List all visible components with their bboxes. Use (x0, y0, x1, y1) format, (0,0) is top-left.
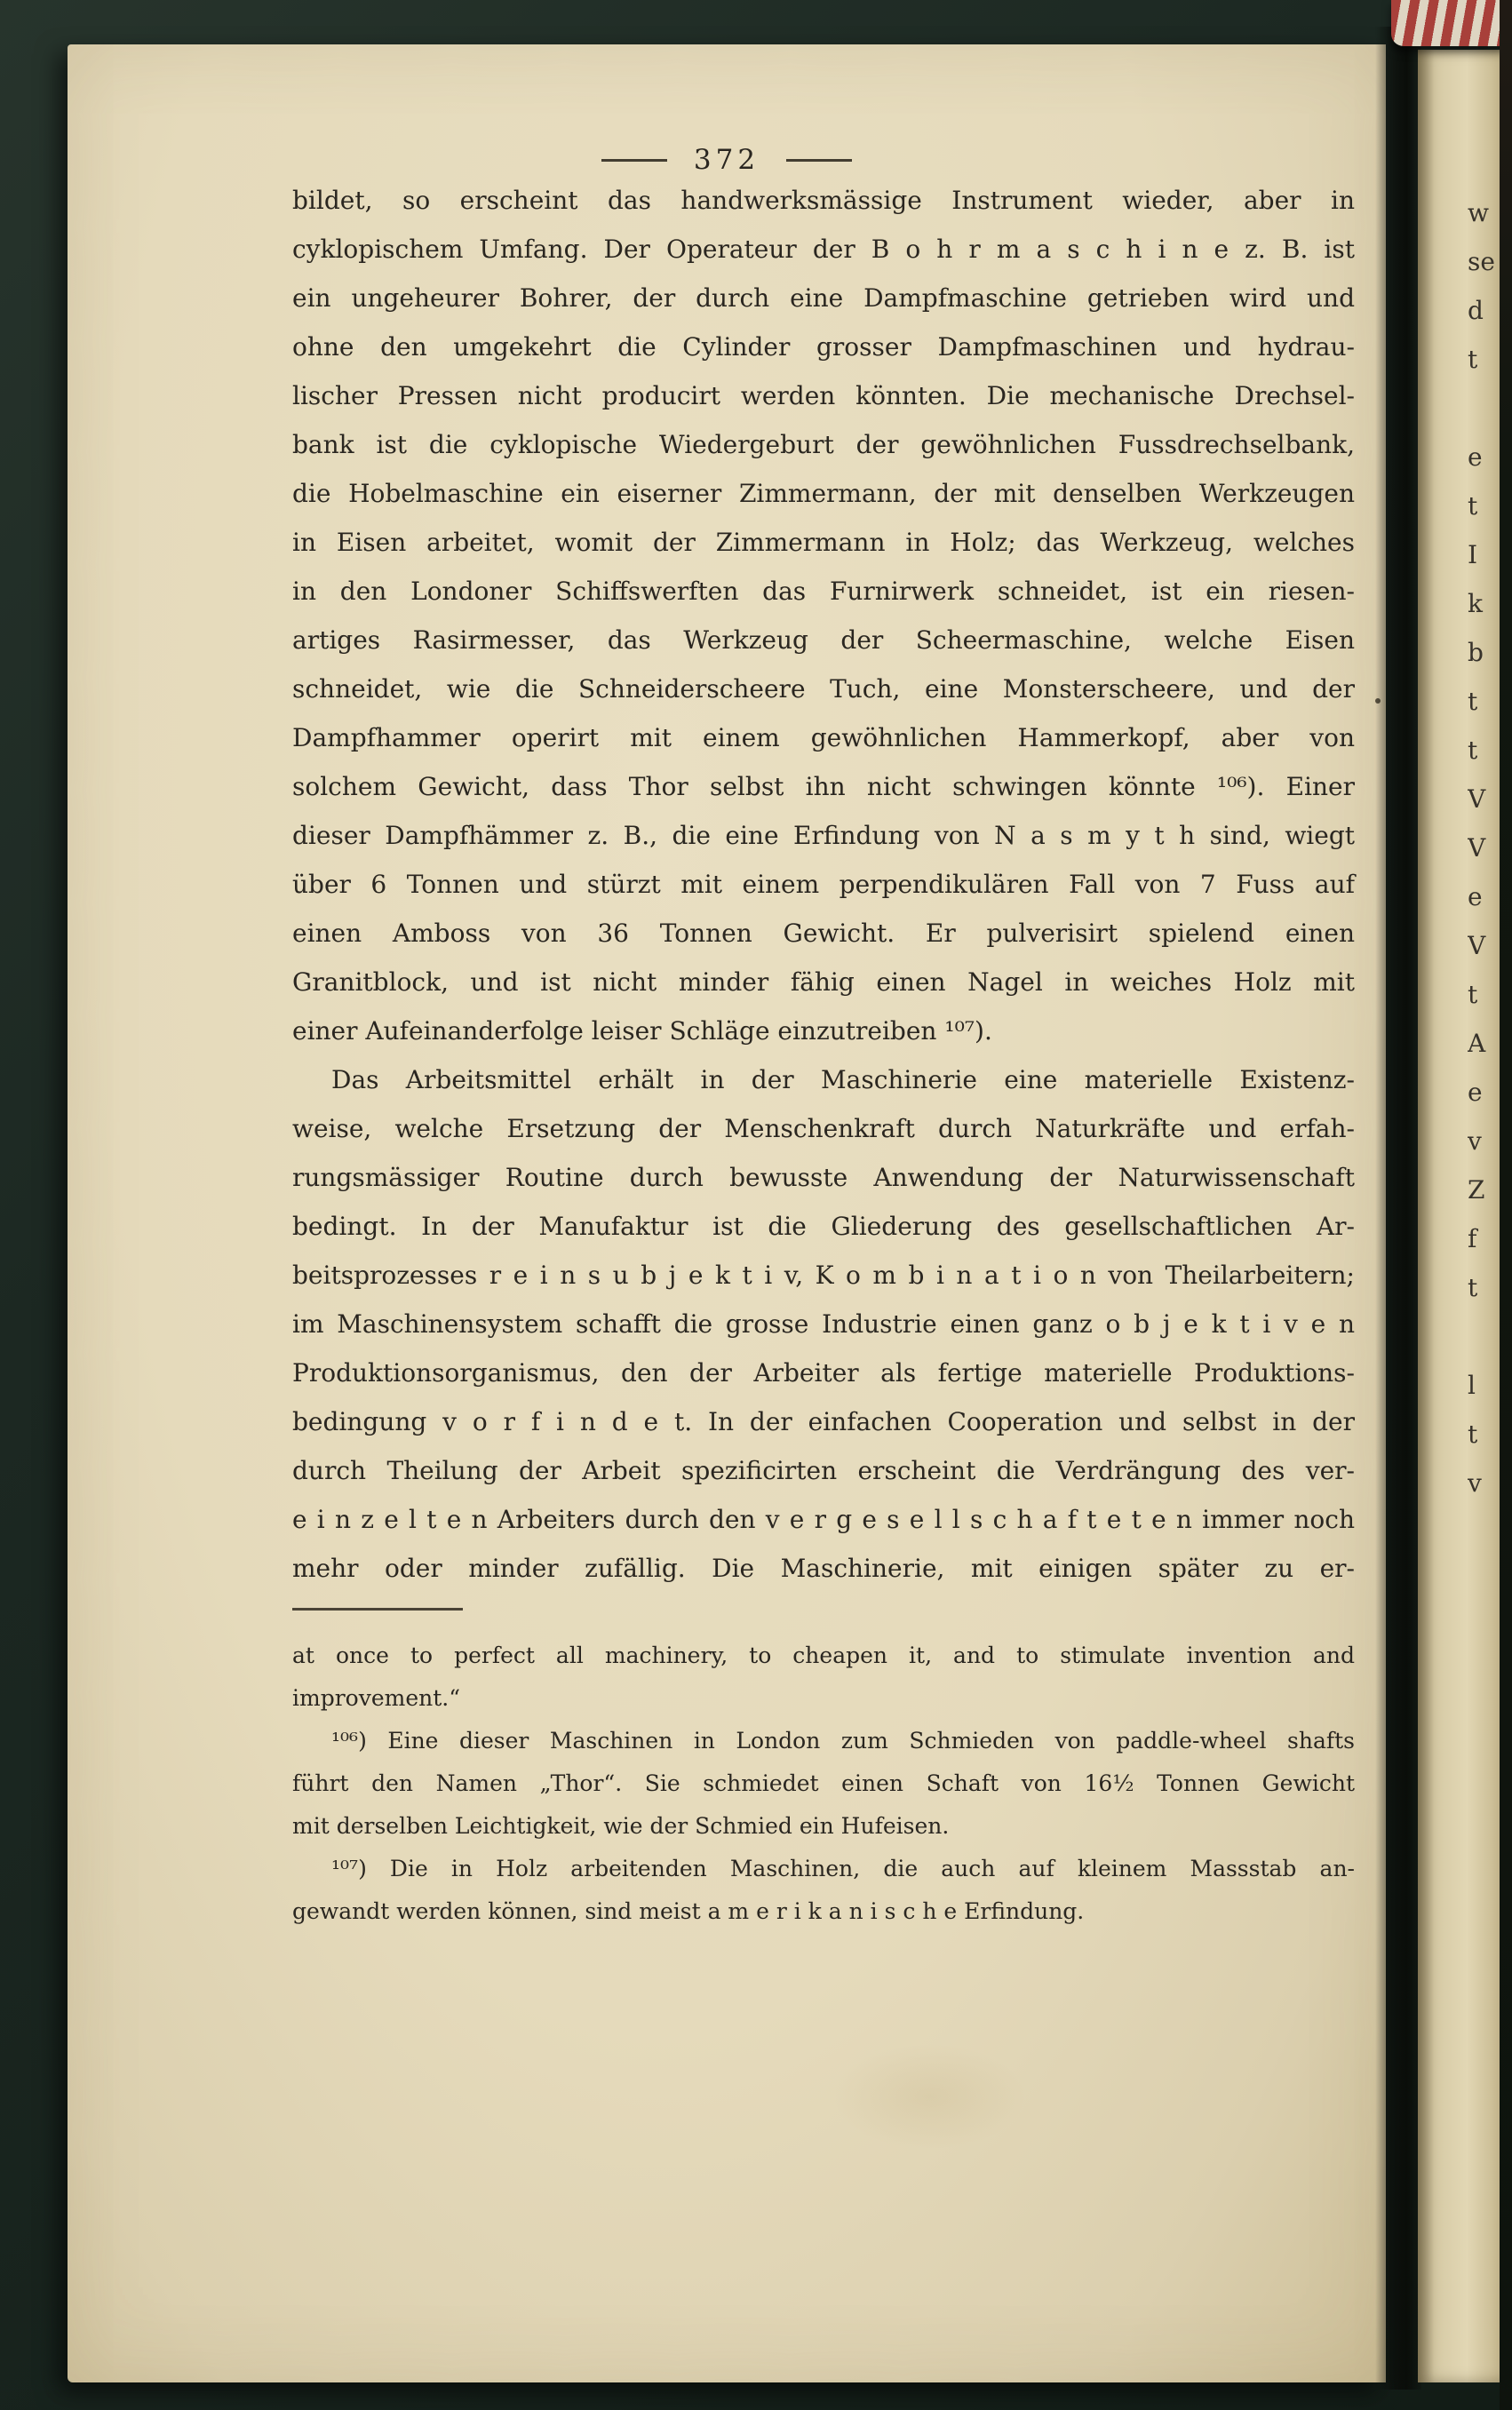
paper-stain (832, 2043, 1027, 2150)
edge-letter-fragment: v (1468, 1126, 1482, 1156)
text-line: im Maschinensystem schafft die grosse Industrie einen ganz o b j e k t i v e n (292, 1309, 1355, 1339)
text-line: führt den Namen „Thor“. Sie schmiedet einen Schaft von 16½ Tonnen Gewicht (292, 1770, 1355, 1796)
book-page (68, 44, 1386, 2382)
text-line: at once to perfect all machinery, to cheapen it, and to stimulate invention and (292, 1642, 1355, 1668)
edge-text-fragments (1468, 188, 1498, 1605)
text-line: e i n z e l t e n Arbeiters durch den v e r g e s e l l s c h a f t e t e n immer noch (292, 1505, 1355, 1534)
text-line: mehr oder minder zufällig. Die Maschinerie, mit einigen später zu er- (292, 1554, 1355, 1583)
text-line: bedingung v o r f i n d e t. In der einfachen Cooperation und selbst in der (292, 1407, 1355, 1436)
edge-letter-fragment: V (1468, 784, 1486, 814)
text-line: ¹⁰⁶) Eine dieser Maschinen in London zum Schmieden von paddle-wheel shafts (331, 1728, 1355, 1754)
text-line: ¹⁰⁷) Die in Holz arbeitenden Maschinen, die auch auf kleinem Massstab an- (331, 1856, 1355, 1881)
edge-letter-fragment: t (1468, 491, 1478, 521)
text-line: bildet, so erscheint das handwerksmässige Instrument wieder, aber in (292, 186, 1355, 215)
edge-letter-fragment: e (1468, 1078, 1483, 1107)
text-line: ein ungeheurer Bohrer, der durch eine Dampfmaschine getrieben wird und (292, 283, 1355, 313)
text-line: artiges Rasirmesser, das Werkzeug der Scheermaschine, welche Eisen (292, 625, 1355, 655)
edge-letter-fragment: d (1468, 296, 1484, 325)
edge-letter-fragment: e (1468, 442, 1483, 472)
edge-letter-fragment (1468, 1556, 1498, 1605)
edge-letter-fragment (1468, 1312, 1498, 1361)
text-line: gewandt werden können, sind meist a m e r i k a n i s c h e Erfindung. (292, 1898, 1085, 1924)
edge-letter-fragment: t (1468, 736, 1478, 765)
body-text (292, 176, 1355, 1593)
page-gutter-shadow (1375, 27, 1421, 2390)
header-rule-left (601, 159, 667, 162)
text-line: Produktionsorganismus, den der Arbeiter als fertige materielle Produktions- (292, 1358, 1355, 1388)
page-header (68, 144, 1386, 176)
book-spine-edge (1500, 0, 1512, 2410)
text-line: rungsmässiger Routine durch bewusste Anwendung der Naturwissenschaft (292, 1163, 1355, 1192)
text-line: einen Amboss von 36 Tonnen Gewicht. Er pulverisirt spielend einen (292, 919, 1355, 948)
page-number: 372 (693, 144, 760, 176)
edge-letter-fragment: V (1468, 833, 1486, 863)
header-rule-right (786, 159, 852, 162)
edge-letter-fragment: l (1468, 1371, 1476, 1400)
edge-letter-fragment: w (1468, 198, 1489, 227)
text-line: mit derselben Leichtigkeit, wie der Schmied ein Hufeisen. (292, 1813, 950, 1839)
text-line: bank ist die cyklopische Wiedergeburt der gewöhnlichen Fussdrechselbank, (292, 430, 1355, 459)
text-line: schneidet, wie die Schneiderscheere Tuch, eine Monsterscheere, und der (292, 674, 1355, 704)
text-line: dieser Dampfhämmer z. B., die eine Erfindung von N a s m y t h sind, wiegt (292, 821, 1355, 850)
book-headband (1391, 0, 1507, 46)
edge-letter-fragment (1468, 1507, 1498, 1556)
edge-letter-fragment: f (1468, 1224, 1477, 1253)
text-line: Das Arbeitsmittel erhält in der Maschinerie eine materielle Existenz- (331, 1065, 1355, 1094)
edge-letter-fragment: k (1468, 589, 1483, 618)
edge-letter-fragment: e (1468, 882, 1483, 911)
edge-letter-fragment: t (1468, 687, 1478, 716)
text-line: cyklopischem Umfang. Der Operateur der B o h r m a s c h i n e z. B. ist (292, 235, 1355, 264)
edge-letter-fragment: b (1468, 638, 1484, 667)
edge-letter-fragment: se (1468, 247, 1495, 276)
footnotes (292, 1635, 1355, 1933)
text-line: Dampfhammer operirt mit einem gewöhnlichen Hammerkopf, aber von (292, 723, 1355, 752)
text-line: beitsprozesses r e i n s u b j e k t i v, K o m b i n a t i o n von Theilarbeitern; (292, 1261, 1355, 1290)
text-line: Granitblock, und ist nicht minder fähig einen Nagel in weiches Holz mit (292, 967, 1355, 997)
text-line: improvement.“ (292, 1685, 461, 1711)
text-line: über 6 Tonnen und stürzt mit einem perpendikulären Fall von 7 Fuss auf (292, 870, 1355, 899)
edge-letter-fragment: V (1468, 931, 1486, 960)
text-line: weise, welche Ersetzung der Menschenkraft durch Naturkräfte und erfah- (292, 1114, 1355, 1143)
edge-letter-fragment: t (1468, 345, 1478, 374)
edge-letter-fragment: t (1468, 1420, 1478, 1449)
edge-letter-fragment: A (1468, 1029, 1486, 1058)
text-line: ohne den umgekehrt die Cylinder grosser Dampfmaschinen und hydrau- (292, 332, 1355, 362)
text-line: in den Londoner Schiffswerften das Furnirwerk schneidet, ist ein riesen- (292, 577, 1355, 606)
footnote-separator (292, 1608, 463, 1611)
edge-letter-fragment: I (1468, 540, 1478, 569)
text-line: einer Aufeinanderfolge leiser Schläge einzutreiben ¹⁰⁷). (292, 1016, 992, 1046)
edge-letter-fragment: Z (1468, 1175, 1485, 1205)
text-line: die Hobelmaschine ein eiserner Zimmermann, der mit denselben Werkzeugen (292, 479, 1355, 508)
edge-letter-fragment: t (1468, 1273, 1478, 1302)
text-line: lischer Pressen nicht producirt werden könnten. Die mechanische Drechsel- (292, 381, 1355, 410)
text-line: solchem Gewicht, dass Thor selbst ihn nicht schwingen könnte ¹⁰⁶). Einer (292, 772, 1355, 801)
edge-letter-fragment: v (1468, 1468, 1482, 1498)
text-line: in Eisen arbeitet, womit der Zimmermann in Holz; das Werkzeug, welches (292, 528, 1355, 557)
edge-letter-fragment: t (1468, 980, 1478, 1009)
next-page-edge (1418, 50, 1500, 2382)
text-line: bedingt. In der Manufaktur ist die Gliederung des gesellschaftlichen Ar- (292, 1212, 1355, 1241)
edge-letter-fragment (1468, 384, 1498, 433)
text-line: durch Theilung der Arbeit spezificirten erscheint die Verdrängung des ver- (292, 1456, 1355, 1485)
